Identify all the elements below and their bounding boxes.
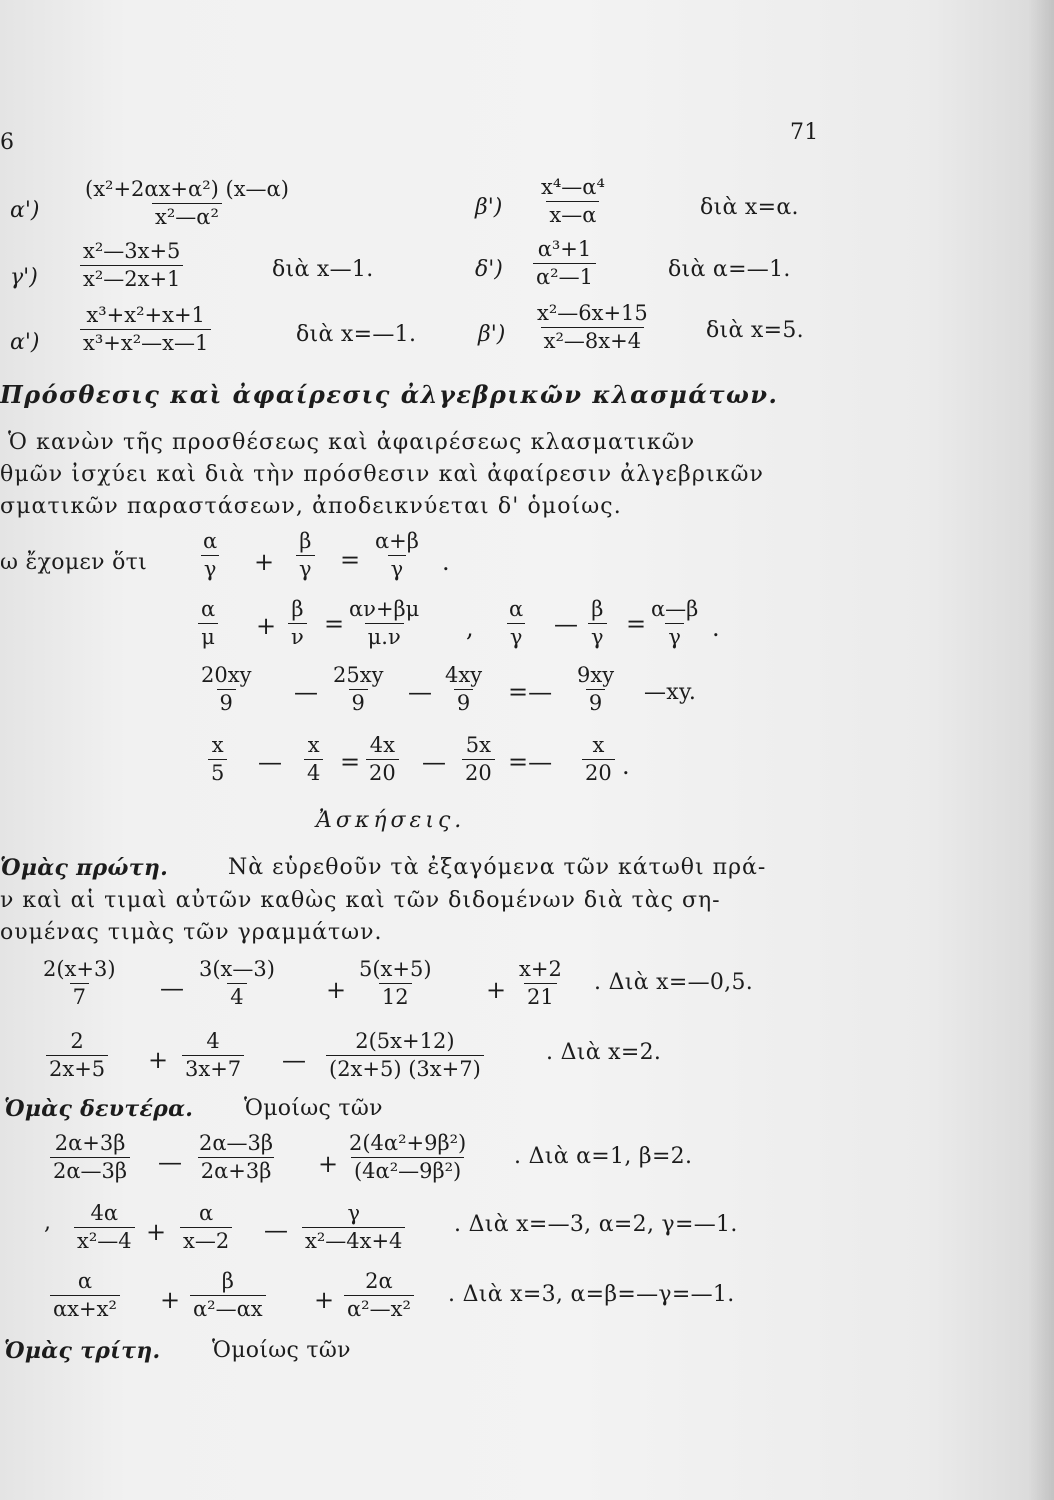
denominator: γ (588, 623, 607, 649)
label-alpha: α') (10, 198, 40, 223)
g2e1-fraction-3 (346, 1132, 469, 1183)
paragraph-line-1: Ὁ κανὼν τῆς προσθέσεως καὶ ἀφαιρέσεως κλασματικῶν (8, 430, 696, 455)
numerator: 25xy (333, 663, 384, 687)
denominator: x²—4 (74, 1227, 135, 1253)
denominator: x—2 (180, 1227, 232, 1253)
example5-fraction-3 (366, 734, 399, 785)
fraction-beta (538, 176, 608, 227)
g1e1-fraction-2 (196, 958, 278, 1009)
fraction-delta (533, 238, 596, 289)
denominator: 5 (208, 759, 227, 785)
numerator: α (509, 597, 524, 621)
example4-fraction-1 (198, 664, 254, 715)
example5-fraction-1 (208, 734, 227, 785)
condition-gamma: διὰ x—1. (272, 257, 374, 282)
condition-beta: διὰ x=α. (700, 195, 799, 220)
denominator: (4α²—9β²) (351, 1157, 464, 1183)
numerator: x²—6x+15 (537, 301, 648, 325)
numerator: 2α—3β (199, 1131, 274, 1155)
g2e2-fraction-3 (302, 1202, 405, 1253)
numerator: x²—3x+5 (83, 239, 181, 263)
numerator: α³+1 (537, 237, 592, 261)
denominator: 7 (70, 983, 89, 1009)
group2-subtitle: Ὁμοίως τῶν (244, 1096, 383, 1121)
numerator: 4α (90, 1201, 119, 1225)
label-alpha2: α') (10, 330, 40, 355)
g1e2-fraction-3 (326, 1030, 484, 1081)
numerator: x+2 (519, 957, 562, 981)
numerator: β (291, 597, 304, 621)
numerator: β (299, 529, 312, 553)
page-number: 71 (790, 120, 819, 145)
numerator: α (77, 1269, 93, 1293)
denominator: α²—1 (533, 263, 596, 289)
example1-result (372, 530, 422, 581)
label-gamma: γ') (10, 265, 38, 290)
example1-fraction-2 (296, 530, 315, 581)
numerator: 2α (365, 1269, 393, 1293)
denominator: x—α (546, 201, 599, 227)
denominator: γ (296, 555, 315, 581)
denominator: 2α+3β (198, 1157, 275, 1183)
paragraph-line-3: σματικῶν παραστάσεων, ἀποδεικνύεται δ' ὁμοίως. (0, 494, 622, 519)
g1e1-fraction-1 (40, 958, 119, 1009)
denominator: μ.ν (365, 623, 404, 649)
numerator: 4xy (445, 663, 483, 687)
label-delta: δ') (475, 257, 503, 282)
numerator: 3(x—3) (199, 957, 275, 981)
example5-fraction-5 (582, 734, 615, 785)
denominator: γ (201, 555, 220, 581)
numerator: 20xy (201, 663, 252, 687)
example5-fraction-2 (304, 734, 323, 785)
numerator: x (307, 733, 320, 757)
g2e2-fraction-1 (74, 1202, 135, 1253)
example4-tail: —xy. (644, 680, 697, 705)
g1e1-fraction-4 (516, 958, 565, 1009)
example-intro: ω ἔχομεν ὅτι (0, 550, 148, 575)
g1e1-fraction-3 (356, 958, 435, 1009)
numerator: 2(4α²+9β²) (349, 1131, 467, 1155)
g1e2-condition: . Διὰ x=2. (546, 1040, 662, 1065)
denominator: x²—α² (152, 203, 222, 229)
condition-beta2: διὰ x=5. (706, 318, 804, 343)
denominator: 9 (217, 689, 236, 715)
g2e1-fraction-2 (196, 1132, 276, 1183)
example4-fraction-3 (442, 664, 485, 715)
label-beta2: β') (478, 322, 506, 347)
fraction-beta2 (534, 302, 651, 353)
numerator: x (592, 733, 605, 757)
example3-result (648, 598, 701, 649)
section-heading: Πρόσθεσις καὶ ἀφαίρεσις ἀλγεβρικῶν κλασμάτων. (0, 380, 779, 409)
example2-fraction-2 (288, 598, 307, 649)
denominator: 20 (366, 759, 399, 785)
group2-title: Ὁμὰς δευτέρα. (4, 1096, 194, 1122)
denominator: 9 (349, 689, 368, 715)
condition-delta: διὰ α=—1. (668, 257, 791, 282)
denominator: 21 (524, 983, 557, 1009)
denominator: α²—αx (190, 1295, 266, 1321)
denominator: x³+x²—x—1 (80, 329, 211, 355)
numerator: 5x (465, 733, 491, 757)
denominator: x²—2x+1 (80, 265, 183, 291)
denominator: 2α—3β (50, 1157, 130, 1183)
numerator: αν+βμ (349, 597, 420, 621)
denominator: 3x+7 (182, 1055, 244, 1081)
numerator: β (221, 1269, 234, 1293)
numerator: 4x (369, 733, 395, 757)
denominator: 9 (586, 689, 605, 715)
fraction-gamma (80, 240, 183, 291)
denominator: γ (388, 555, 407, 581)
numerator: α (199, 1201, 214, 1225)
group1-title: Ὁμὰς πρώτη. (0, 855, 169, 881)
fraction-alpha2 (80, 304, 211, 355)
numerator: (x²+2αx+α²) (x—α) (85, 177, 289, 201)
denominator: x²—8x+4 (541, 327, 644, 353)
numerator: 2α+3β (54, 1131, 126, 1155)
g2e2-condition: . Διὰ x=—3, α=2, γ=—1. (454, 1212, 738, 1237)
prev-page-fragment: 6 (0, 130, 15, 155)
denominator: 2x+5 (46, 1055, 108, 1081)
g2e3-fraction-3 (344, 1270, 414, 1321)
example2-result (346, 598, 422, 649)
numerator: β (591, 597, 604, 621)
denominator: 20 (462, 759, 495, 785)
condition-alpha2: διὰ x=—1. (296, 322, 417, 347)
numerator: α+β (375, 529, 419, 553)
denominator: γ (665, 623, 684, 649)
group3-subtitle: Ὁμοίως τῶν (212, 1338, 351, 1363)
denominator: γ (507, 623, 526, 649)
g2e1-condition: . Διὰ α=1, β=2. (514, 1144, 693, 1169)
g2e3-fraction-2 (190, 1270, 266, 1321)
numerator: 4 (206, 1029, 220, 1053)
denominator: αx+x² (50, 1295, 120, 1321)
label-beta: β') (475, 195, 503, 220)
group1-line-2: ν καὶ αἱ τιμαὶ αὐτῶν καθὼς καὶ τῶν διδομένων διὰ τὰς ση- (0, 888, 721, 913)
paragraph-line-2: θμῶν ἰσχύει καὶ διὰ τὴν πρόσθεσιν καὶ ἀφαίρεσιν ἀλγεβρικῶν (0, 462, 764, 487)
example3-fraction-1 (506, 598, 526, 649)
example4-fraction-4 (574, 664, 617, 715)
numerator: 5(x+5) (359, 957, 432, 981)
numerator: 2(x+3) (43, 957, 116, 981)
example4-fraction-2 (330, 664, 386, 715)
g1e1-condition: . Διὰ x=—0,5. (594, 970, 754, 995)
numerator: 9xy (577, 663, 615, 687)
example1-fraction-1 (200, 530, 220, 581)
group1-line-3: ουμένας τιμὰς τῶν γραμμάτων. (0, 920, 383, 945)
g2e2-fraction-2 (180, 1202, 232, 1253)
group1-line-1: Νὰ εὑρεθοῦν τὰ ἐξαγόμενα τῶν κάτωθι πρά- (228, 855, 767, 880)
denominator: 4 (304, 759, 323, 785)
denominator: ν (288, 623, 307, 649)
g2e3-condition: . Διὰ x=3, α=β=—γ=—1. (448, 1282, 735, 1307)
denominator: 4 (227, 983, 246, 1009)
numerator: x³+x²+x+1 (86, 303, 205, 327)
numerator: α (201, 597, 216, 621)
g2e3-fraction-1 (50, 1270, 120, 1321)
numerator: 2(5x+12) (355, 1029, 455, 1053)
g1e2-fraction-2 (182, 1030, 244, 1081)
numerator: γ (347, 1201, 360, 1225)
denominator: x²—4x+4 (302, 1227, 405, 1253)
numerator: α—β (651, 597, 699, 621)
denominator: α²—x² (344, 1295, 414, 1321)
example2-fraction-1 (198, 598, 218, 649)
example5-fraction-4 (462, 734, 495, 785)
g1e2-fraction-1 (46, 1030, 108, 1081)
denominator: 20 (582, 759, 615, 785)
group3-title: Ὁμὰς τρίτη. (4, 1338, 161, 1364)
numerator: 2 (70, 1029, 84, 1053)
numerator: x⁴—α⁴ (541, 175, 605, 199)
fraction-alpha (82, 178, 292, 229)
denominator: μ (198, 623, 218, 649)
exercises-heading: Ἀσκήσεις. (316, 808, 466, 833)
numerator: α (203, 529, 218, 553)
denominator: (2x+5) (3x+7) (326, 1055, 484, 1081)
denominator: 9 (454, 689, 473, 715)
stray-comma: , (44, 1210, 52, 1235)
denominator: 12 (379, 983, 412, 1009)
page-edge-shadow (1028, 0, 1054, 1500)
example3-fraction-2 (588, 598, 607, 649)
g2e1-fraction-1 (50, 1132, 130, 1183)
numerator: x (211, 733, 224, 757)
